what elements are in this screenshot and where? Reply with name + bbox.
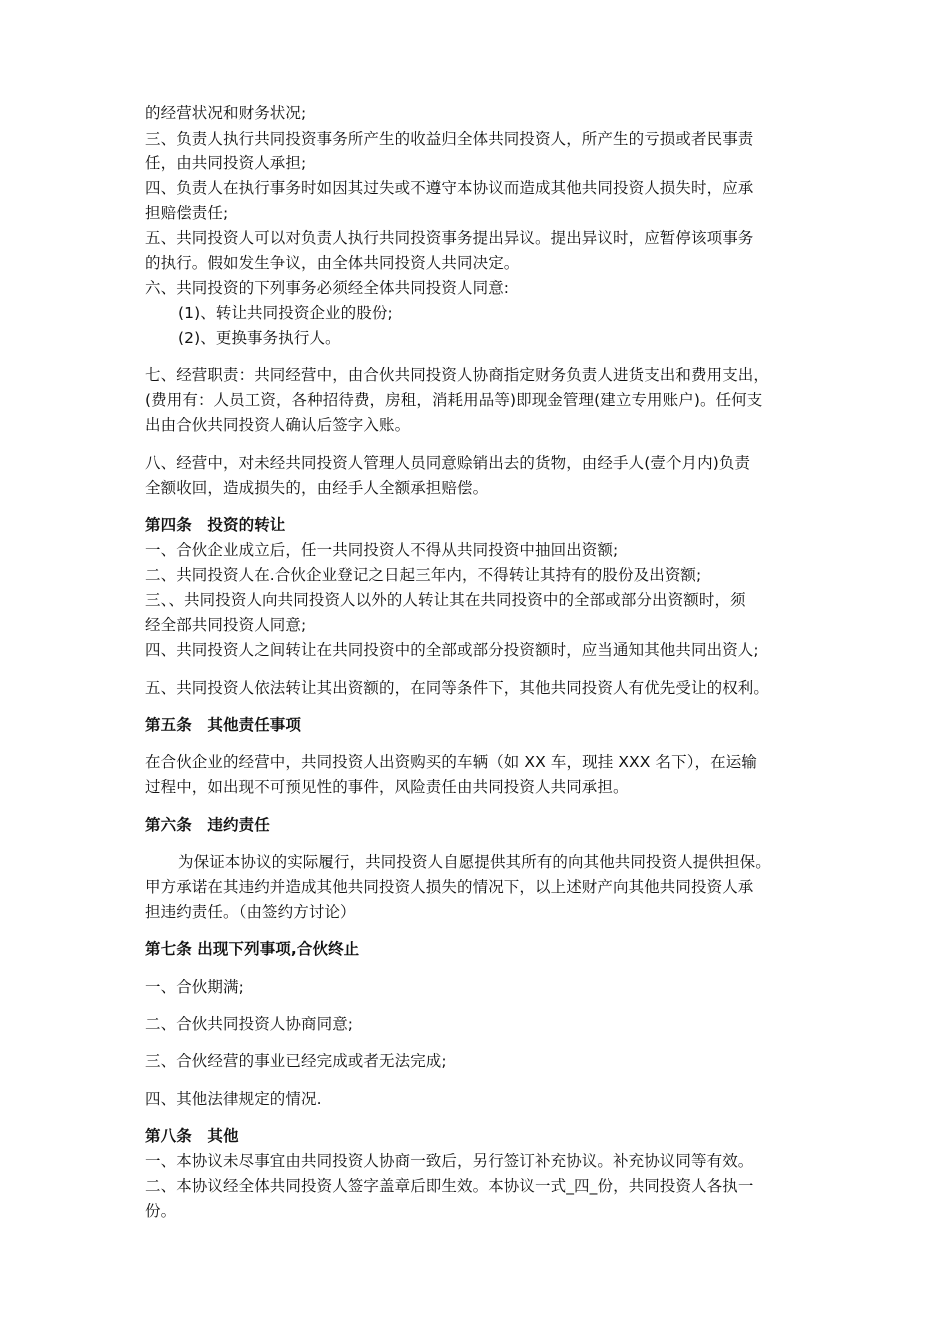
text-line: 全额收回，造成损失的，由经手人全额承担赔偿。 xyxy=(145,479,489,497)
text-line: 三、合伙经营的事业已经完成或者无法完成; xyxy=(145,1052,447,1070)
text-line: 三、、共同投资人向共同投资人以外的人转让其在共同投资中的全部或部分出资额时，须 xyxy=(145,591,746,609)
text-line: 的经营状况和财务状况; xyxy=(145,104,307,122)
text-line: (费用有：人员工资，各种招待费，房租，消耗用品等)即现金管理(建立专用账户)。任何支 xyxy=(145,391,763,409)
text-line: 的执行。假如发生争议，由全体共同投资人共同决定。 xyxy=(145,254,520,272)
text-line: 过程中，如出现不可预见性的事件，风险责任由共同投资人共同承担。 xyxy=(145,778,629,796)
text-line: 份。 xyxy=(145,1202,177,1220)
text-line: 六、共同投资的下列事务必须经全体共同投资人同意: xyxy=(145,279,510,297)
section-heading: 第八条 其他 xyxy=(145,1127,239,1145)
text-line: 二、共同投资人在.合伙企业登记之日起三年内，不得转让其持有的股份及出资额; xyxy=(145,566,702,584)
text-line: 五、共同投资人依法转让其出资额的，在同等条件下，其他共同投资人有优先受让的权利。 xyxy=(145,679,770,697)
section-heading: 第六条 违约责任 xyxy=(145,816,270,834)
section-heading: 第七条 出现下列事项,合伙终止 xyxy=(145,940,360,958)
text-line: 四、共同投资人之间转让在共同投资中的全部或部分投资额时，应当通知其他共同出资人; xyxy=(145,641,759,659)
text-line: 七、经营职责：共同经营中，由合伙共同投资人协商指定财务负责人进货支出和费用支出， xyxy=(145,366,770,384)
text-line: 在合伙企业的经营中，共同投资人出资购买的车辆（如 XX 车，现挂 XXX 名下），在运输 xyxy=(145,753,757,771)
text-line: (2)、更换事务执行人。 xyxy=(178,329,341,347)
text-line: 出由合伙共同投资人确认后签字入账。 xyxy=(145,416,411,434)
text-line: 为保证本协议的实际履行，共同投资人自愿提供其所有的向其他共同投资人提供担保。 xyxy=(178,853,771,871)
section-heading: 第五条 其他责任事项 xyxy=(145,716,302,734)
text-line: 二、本协议经全体共同投资人签字盖章后即生效。本协议一式_四_份，共同投资人各执一 xyxy=(145,1177,754,1195)
text-line: 八、经营中，对未经共同投资人管理人员同意赊销出去的货物，由经手人(壹个月内)负责 xyxy=(145,454,751,472)
text-line: 一、合伙企业成立后，任一共同投资人不得从共同投资中抽回出资额; xyxy=(145,541,619,559)
text-line: 任，由共同投资人承担; xyxy=(145,154,307,172)
text-line: 四、其他法律规定的情况. xyxy=(145,1090,322,1108)
text-line: 二、合伙共同投资人协商同意; xyxy=(145,1015,354,1033)
text-line: 四、负责人在执行事务时如因其过失或不遵守本协议而造成其他共同投资人损失时，应承 xyxy=(145,179,754,197)
text-line: 担违约责任。（由签约方讨论） xyxy=(145,903,356,921)
text-line: 甲方承诺在其违约并造成其他共同投资人损失的情况下，以上述财产向其他共同投资人承 xyxy=(145,878,754,896)
section-heading: 第四条 投资的转让 xyxy=(145,516,286,534)
text-line: 担赔偿责任; xyxy=(145,204,229,222)
text-line: 一、本协议未尽事宜由共同投资人协商一致后，另行签订补充协议。补充协议同等有效。 xyxy=(145,1152,754,1170)
text-line: 五、共同投资人可以对负责人执行共同投资事务提出异议。提出异议时，应暂停该项事务 xyxy=(145,229,754,247)
text-line: 经全部共同投资人同意; xyxy=(145,616,307,634)
text-line: (1)、转让共同投资企业的股份; xyxy=(178,304,393,322)
text-line: 一、合伙期满; xyxy=(145,978,244,996)
text-line: 三、负责人执行共同投资事务所产生的收益归全体共同投资人，所产生的亏损或者民事责 xyxy=(145,130,754,148)
